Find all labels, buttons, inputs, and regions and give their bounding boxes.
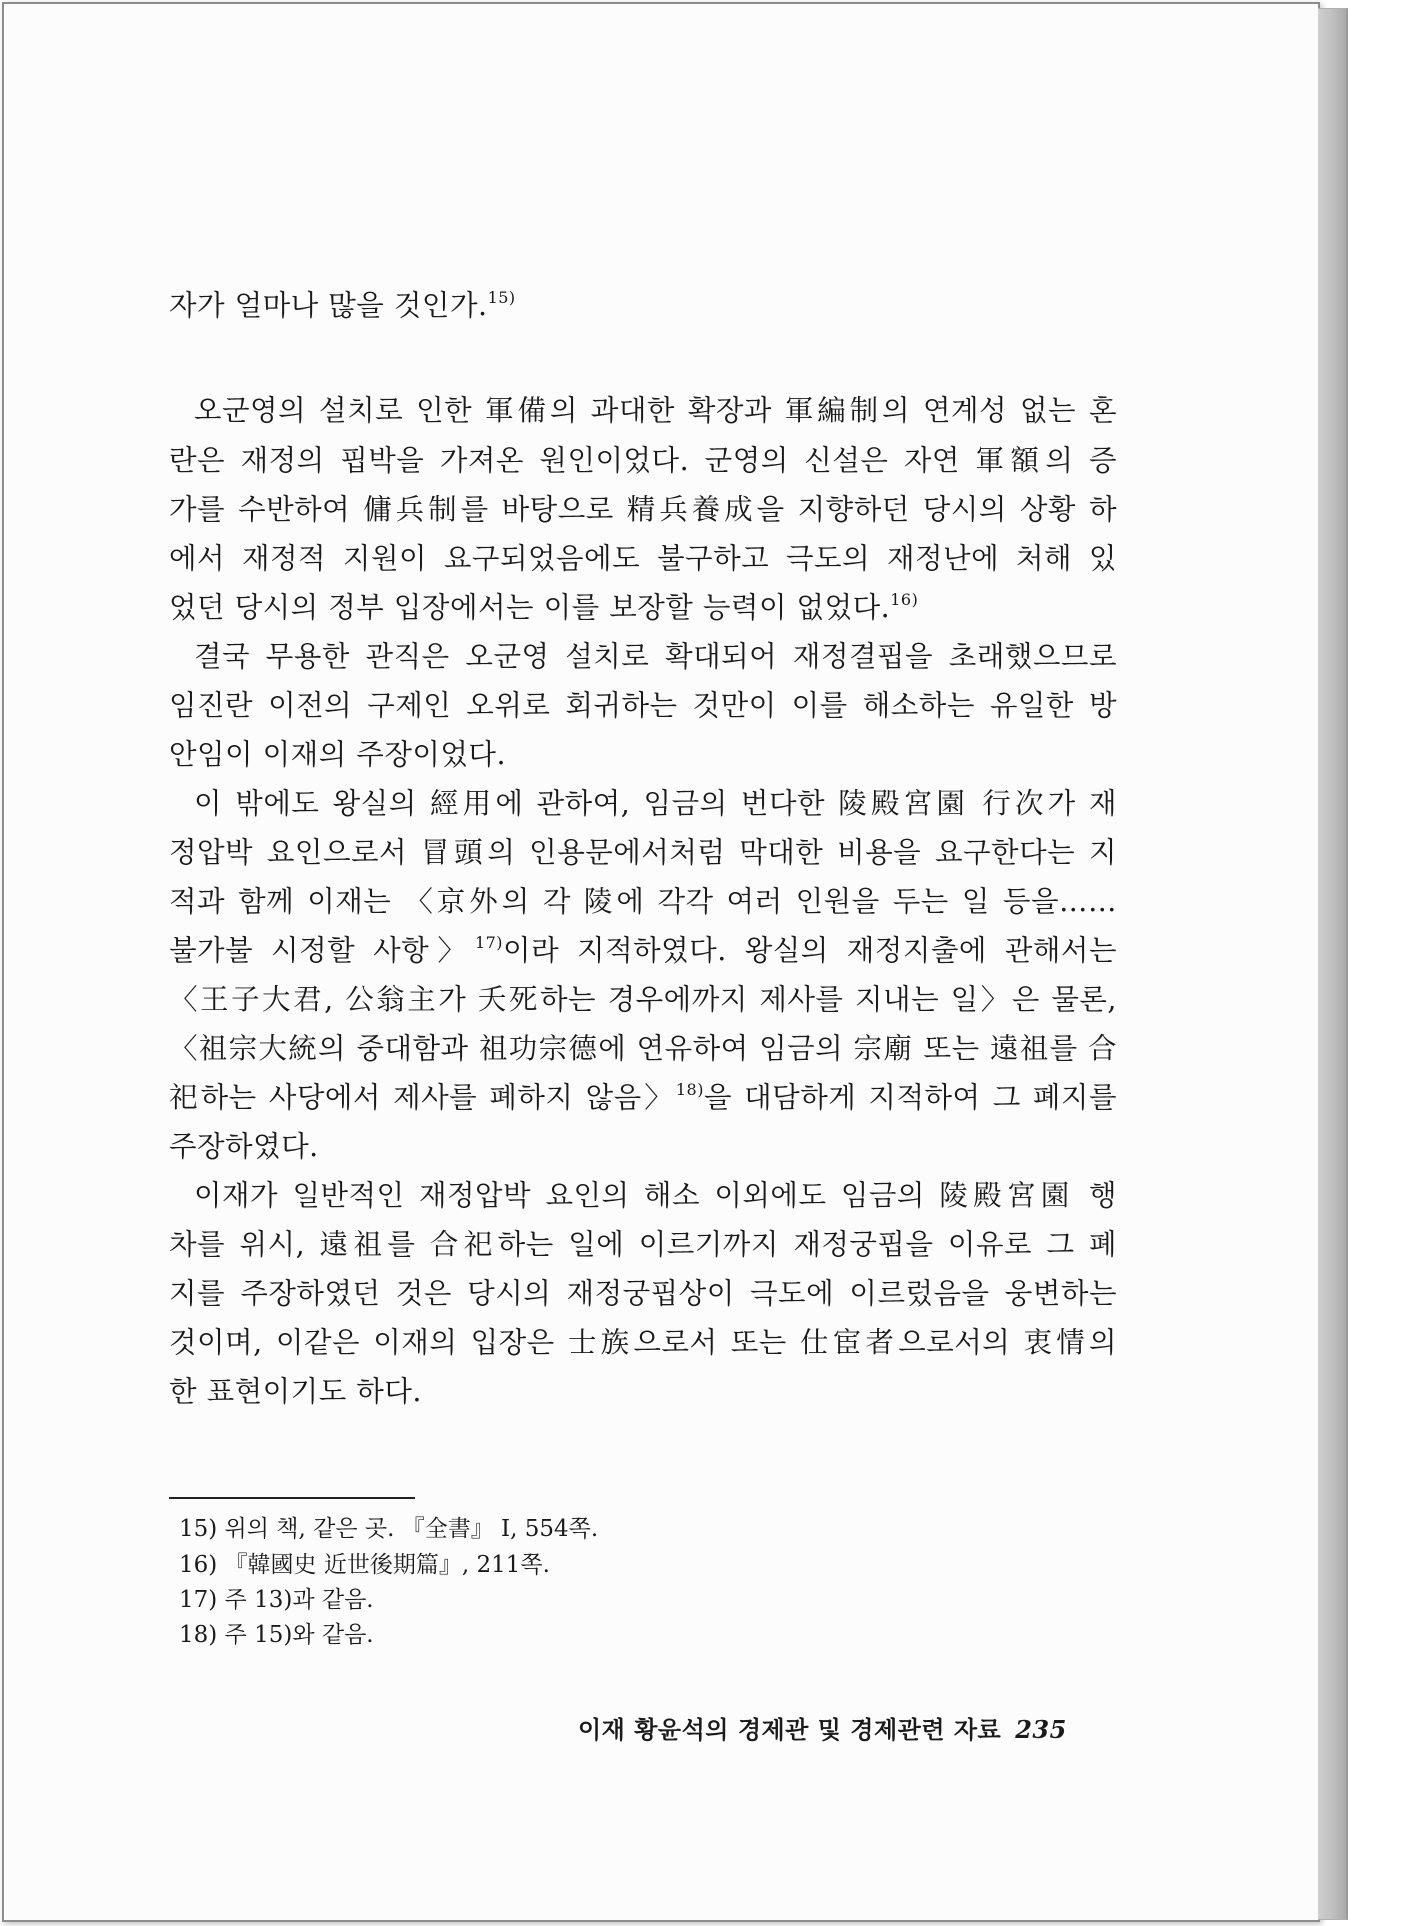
body-line-19: 차를 위시, 遠祖를 合祀하는 일에 이르기까지 재정궁핍을 이유로 그 폐 [169,1228,1117,1261]
body-line-6: 었던 당시의 정부 입장에서는 이를 보장할 능력이 없었다.$^{16)}$ [169,590,919,624]
body-line-14: 〈王子大君, 公翁主가 夭死하는 경우에까지 제사를 지내는 일〉은 물론, [169,983,1117,1016]
body-line-5: 에서 재정적 지원이 요구되었음에도 불구하고 극도의 재정난에 처해 있 [169,542,1117,575]
body-line-13: 불가불 시정할 사항〉$^{17)}$이라 지적하였다. 왕실의 재정지출에 관해서는 [169,933,1117,967]
footnote-16: 16) 『韓國史 近世後期篇』, 211쪽. [179,1552,550,1578]
running-footer [578,1710,1067,1745]
body-line-22: 한 표현이기도 하다. [169,1375,422,1408]
body-line-18: 이재가 일반적인 재정압박 요인의 해소 이외에도 임금의 陵殿宮園 행 [194,1179,1117,1212]
body-line-4: 가를 수반하여 傭兵制를 바탕으로 精兵養成을 지향하던 당시의 상황 하 [169,493,1117,526]
body-line-10: 이 밖에도 왕실의 經用에 관하여, 임금의 번다한 陵殿宮園 行次가 재 [194,787,1117,820]
page-number: 235 [1015,1715,1067,1744]
body-line-3: 란은 재정의 핍박을 가져온 원인이었다. 군영의 신설은 자연 軍額의 증 [169,444,1117,477]
footnote-17: 17) 주 13)과 같음. [179,1587,374,1613]
body-line-1: 자가 얼마나 많을 것인가.$^{15)}$ [169,288,516,322]
book-page-edge [1318,8,1348,1920]
footnote-15: 15) 위의 책, 같은 곳. 『全書』 I, 554쪽. [179,1516,599,1542]
running-head-title: 이재 황윤석의 경제관 및 경제관련 자료 [578,1715,1002,1744]
body-line-12: 적과 함께 이재는 〈京外의 각 陵에 각각 여러 인원을 두는 일 등을…… [169,885,1117,918]
body-line-16: 祀하는 사당에서 제사를 폐하지 않음〉$^{18)}$을 대담하게 지적하여 그 폐지를 [169,1080,1117,1114]
body-line-9: 안임이 이재의 주장이었다. [169,738,507,771]
body-line-7: 결국 무용한 관직은 오군영 설치로 확대되어 재정결핍을 초래했으므로 [194,640,1117,673]
footnote-rule [169,1497,415,1499]
book-page [2,2,1320,1922]
body-line-11: 정압박 요인으로서 冒頭의 인용문에서처럼 막대한 비용을 요구한다는 지 [169,836,1117,869]
body-line-20: 지를 주장하였던 것은 당시의 재정궁핍상이 극도에 이르렀음을 웅변하는 [169,1277,1117,1310]
body-line-21: 것이며, 이같은 이재의 입장은 士族으로서 또는 仕宦者으로서의 衷情의 [169,1326,1117,1359]
body-line-8: 임진란 이전의 구제인 오위로 회귀하는 것만이 이를 해소하는 유일한 방 [169,689,1117,722]
footnote-18: 18) 주 15)와 같음. [179,1622,374,1648]
body-line-15: 〈祖宗大統의 중대함과 祖功宗德에 연유하여 임금의 宗廟 또는 遠祖를 合 [169,1032,1117,1065]
body-line-2: 오군영의 설치로 인한 軍備의 과대한 확장과 軍編制의 연계성 없는 혼 [194,394,1117,427]
body-line-17: 주장하였다. [169,1130,319,1163]
